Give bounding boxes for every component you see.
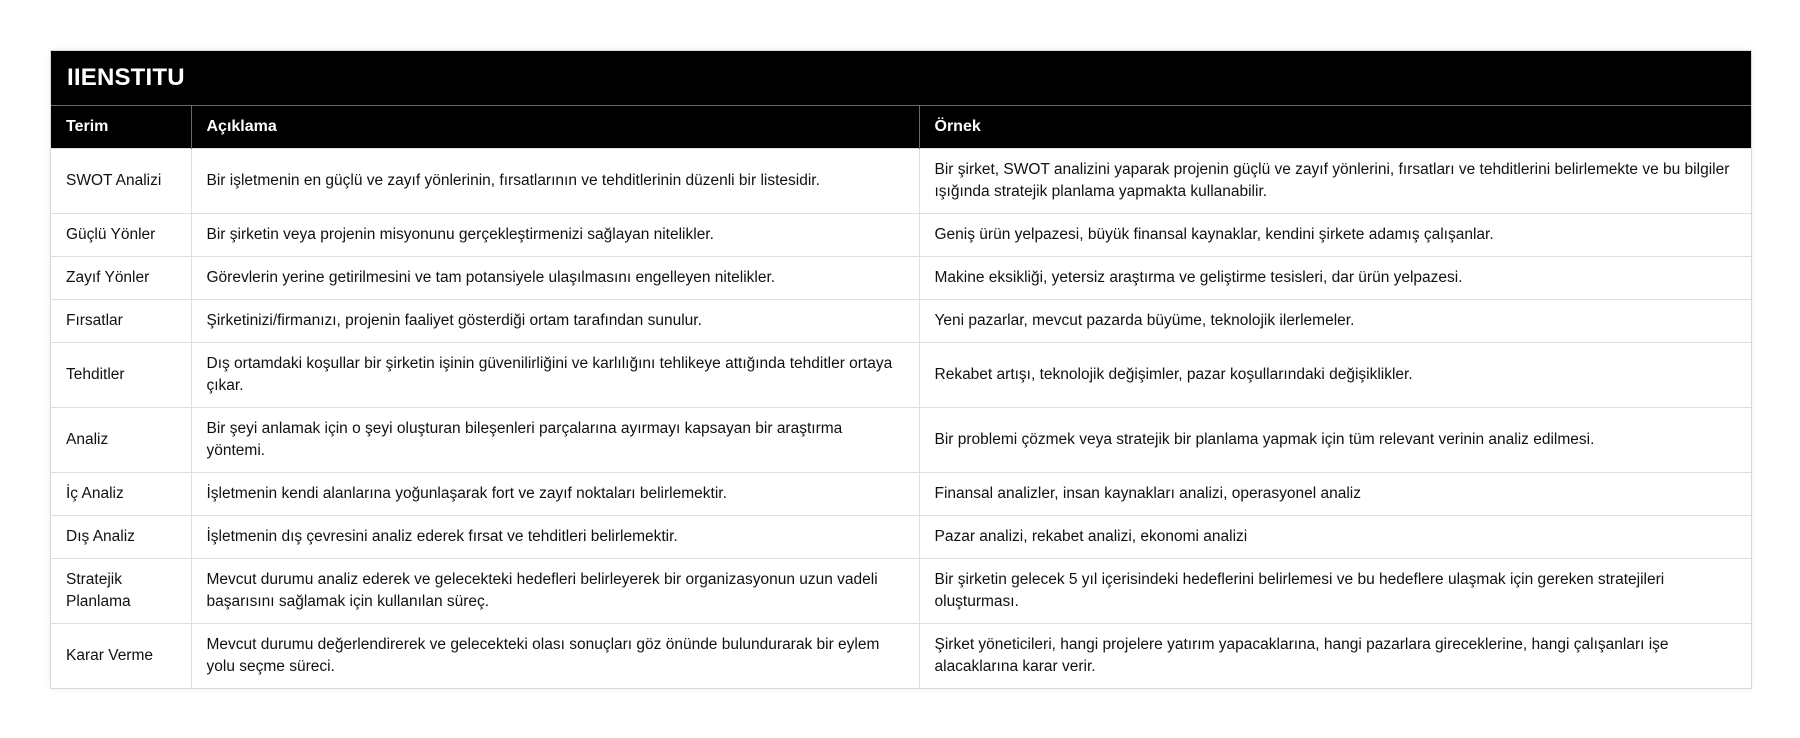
description-cell: İşletmenin dış çevresini analiz ederek fırsat ve tehditleri belirlemektir.: [191, 516, 919, 559]
example-cell: Finansal analizler, insan kaynakları analizi, operasyonel analiz: [919, 473, 1751, 516]
table-row: [51, 300, 1751, 343]
term-cell: Karar Verme: [51, 624, 191, 689]
table-row: [51, 624, 1751, 689]
table-row: [51, 473, 1751, 516]
table-row: [51, 559, 1751, 624]
term-cell: İç Analiz: [51, 473, 191, 516]
table-row: [51, 149, 1751, 214]
example-cell: Bir şirketin gelecek 5 yıl içerisindeki hedeflerini belirlemesi ve bu hedeflere ulaşmak için gereken stratejileri oluşturması.: [919, 559, 1751, 624]
example-cell: Yeni pazarlar, mevcut pazarda büyüme, teknolojik ilerlemeler.: [919, 300, 1751, 343]
term-cell: Güçlü Yönler: [51, 214, 191, 257]
example-cell: Rekabet artışı, teknolojik değişimler, pazar koşullarındaki değişiklikler.: [919, 343, 1751, 408]
example-cell: Pazar analizi, rekabet analizi, ekonomi analizi: [919, 516, 1751, 559]
example-cell: Bir problemi çözmek veya stratejik bir planlama yapmak için tüm relevant verinin analiz edilmesi.: [919, 408, 1751, 473]
description-cell: İşletmenin kendi alanlarına yoğunlaşarak fort ve zayıf noktaları belirlemektir.: [191, 473, 919, 516]
description-cell: Mevcut durumu analiz ederek ve gelecekteki hedefleri belirleyerek bir organizasyonun uzun vadeli başarısını sağlamak için kullanılan süreç.: [191, 559, 919, 624]
table-row: [51, 408, 1751, 473]
term-cell: Fırsatlar: [51, 300, 191, 343]
column-header-description: Açıklama: [191, 106, 919, 149]
table-row: [51, 214, 1751, 257]
term-cell: Analiz: [51, 408, 191, 473]
example-cell: Makine eksikliği, yetersiz araştırma ve geliştirme tesisleri, dar ürün yelpazesi.: [919, 257, 1751, 300]
brand-title: IIENSTITU: [51, 51, 1751, 105]
term-cell: Stratejik Planlama: [51, 559, 191, 624]
term-cell: Dış Analiz: [51, 516, 191, 559]
column-header-term: Terim: [51, 106, 191, 149]
glossary-table: [51, 105, 1751, 688]
table-row: [51, 257, 1751, 300]
example-cell: Bir şirket, SWOT analizini yaparak projenin güçlü ve zayıf yönlerini, fırsatları ve tehditlerini belirlemekte ve bu bilgiler ışığında stratejik planlama yapmakta kullanabilir.: [919, 149, 1751, 214]
glossary-table-container: [50, 50, 1752, 689]
term-cell: Tehditler: [51, 343, 191, 408]
description-cell: Bir şirketin veya projenin misyonunu gerçekleştirmenizi sağlayan nitelikler.: [191, 214, 919, 257]
term-cell: Zayıf Yönler: [51, 257, 191, 300]
description-cell: Bir şeyi anlamak için o şeyi oluşturan bileşenleri parçalarına ayırmayı kapsayan bir araştırma yöntemi.: [191, 408, 919, 473]
table-row: [51, 343, 1751, 408]
example-cell: Şirket yöneticileri, hangi projelere yatırım yapacaklarına, hangi pazarlara gireceklerine, hangi çalışanları işe alacaklarına karar verir.: [919, 624, 1751, 689]
description-cell: Dış ortamdaki koşullar bir şirketin işinin güvenilirliğini ve karlılığını tehlikeye attığında tehditler ortaya çıkar.: [191, 343, 919, 408]
description-cell: Mevcut durumu değerlendirerek ve gelecekteki olası sonuçları göz önünde bulundurarak bir eylem yolu seçme süreci.: [191, 624, 919, 689]
description-cell: Bir işletmenin en güçlü ve zayıf yönlerinin, fırsatlarının ve tehditlerinin düzenli bir listesidir.: [191, 149, 919, 214]
table-row: [51, 516, 1751, 559]
table-header-row: [51, 106, 1751, 149]
example-cell: Geniş ürün yelpazesi, büyük finansal kaynaklar, kendini şirkete adamış çalışanlar.: [919, 214, 1751, 257]
description-cell: Görevlerin yerine getirilmesini ve tam potansiyele ulaşılmasını engelleyen nitelikler.: [191, 257, 919, 300]
description-cell: Şirketinizi/firmanızı, projenin faaliyet gösterdiği ortam tarafından sunulur.: [191, 300, 919, 343]
column-header-example: Örnek: [919, 106, 1751, 149]
term-cell: SWOT Analizi: [51, 149, 191, 214]
